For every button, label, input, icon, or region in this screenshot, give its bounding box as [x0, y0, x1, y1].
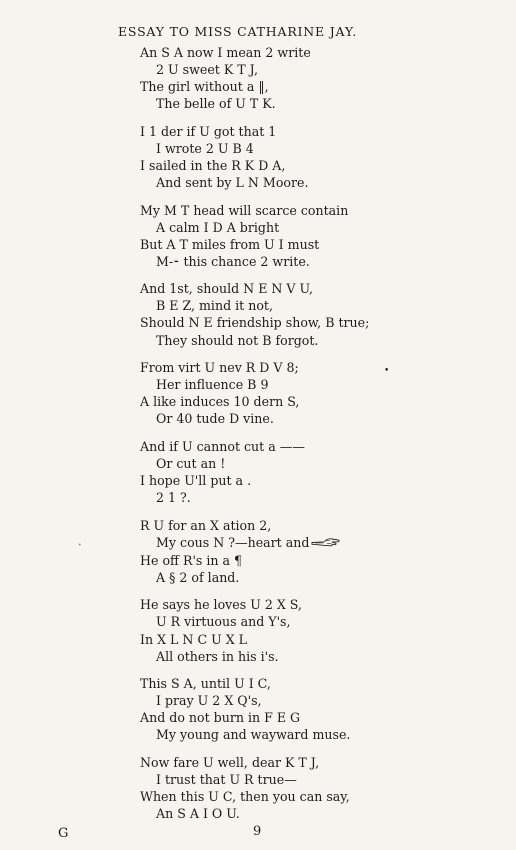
poem-line: And sent by L N Moore. — [156, 175, 309, 191]
poem-line: I wrote 2 U B 4 — [156, 140, 254, 156]
pointing-hand-icon — [311, 535, 341, 552]
poem-line-with-hand — [140, 534, 369, 552]
poem-line: All others in his i's. — [156, 648, 279, 664]
poem-line-text: My cous N ?—heart and — [156, 534, 310, 550]
poem-line: I 1 der if U got that 1 — [140, 123, 277, 139]
poem-line: Now fare U well, dear K T J, — [140, 754, 320, 770]
poem-line: In X L N C U X L — [140, 631, 248, 647]
page-title: ESSAY TO MISS CATHARINE JAY. — [118, 24, 358, 39]
stanza-6 — [140, 438, 369, 506]
poem-line: And if U cannot cut a —— — [140, 438, 305, 454]
poem-line: A calm I D A bright — [156, 219, 280, 235]
poem-line: I hope U'll put a . — [140, 473, 252, 489]
poem — [140, 44, 369, 833]
poem-line: I sailed in the R K D A, — [140, 157, 286, 173]
poem-line: I trust that U R true— — [156, 771, 297, 787]
poem-line: Should N E friendship show, B true; — [140, 315, 370, 331]
stanza-5 — [140, 359, 369, 427]
poem-line: From virt U nev R D V 8; — [140, 360, 299, 376]
poem-line: An S A now I mean 2 write — [140, 45, 311, 60]
poem-line: A § 2 of land. — [156, 569, 240, 585]
poem-line: R U for an X ation 2, — [140, 517, 272, 533]
poem-line: An S A I O U. — [156, 806, 240, 822]
poem-line: And 1st, should N E N V U, — [140, 281, 313, 297]
poem-line: They should not B forgot. — [156, 332, 319, 348]
poem-line: B E Z, mind it not, — [156, 298, 273, 314]
page-number: 9 — [253, 824, 262, 839]
stanza-7 — [140, 517, 369, 586]
poem-line: M-⁃ this chance 2 write. — [156, 253, 310, 269]
ink-speck: • — [384, 366, 390, 376]
poem-line: But A T miles from U I must — [140, 236, 320, 252]
stanza-8 — [140, 596, 369, 664]
poem-line: Her influence B 9 — [156, 377, 269, 393]
poem-line: Or cut an ! — [156, 455, 226, 471]
poem-line: 2 1 ?. — [156, 490, 191, 506]
stanza-2 — [140, 123, 369, 191]
poem-line: My young and wayward muse. — [156, 727, 351, 743]
ink-speck: • — [78, 542, 82, 549]
signature-mark: G — [58, 826, 69, 841]
poem-line: A like induces 10 dern S, — [140, 394, 300, 410]
poem-line: This S A, until U I C, — [140, 676, 271, 692]
poem-line: Or 40 tude D vine. — [156, 411, 274, 427]
stanza-4 — [140, 280, 369, 348]
stanza-3 — [140, 202, 369, 270]
poem-line: The girl without a ‖, — [140, 79, 269, 95]
poem-line: He off R's in a ¶ — [140, 552, 243, 568]
poem-line: 2 U sweet K T J, — [156, 62, 258, 78]
stanza-1 — [140, 44, 369, 112]
poem-line: When this U C, then you can say, — [140, 789, 350, 805]
poem-line: My M T head will scarce contain — [140, 202, 349, 218]
poem-line: He says he loves U 2 X S, — [140, 597, 302, 613]
poem-line: The belle of U T K. — [156, 96, 276, 112]
poem-line: U R virtuous and Y's, — [156, 614, 291, 630]
stanza-9 — [140, 675, 369, 743]
poem-line: And do not burn in F E G — [140, 710, 301, 726]
stanza-10 — [140, 754, 369, 822]
poem-line: I pray U 2 X Q's, — [156, 693, 262, 709]
